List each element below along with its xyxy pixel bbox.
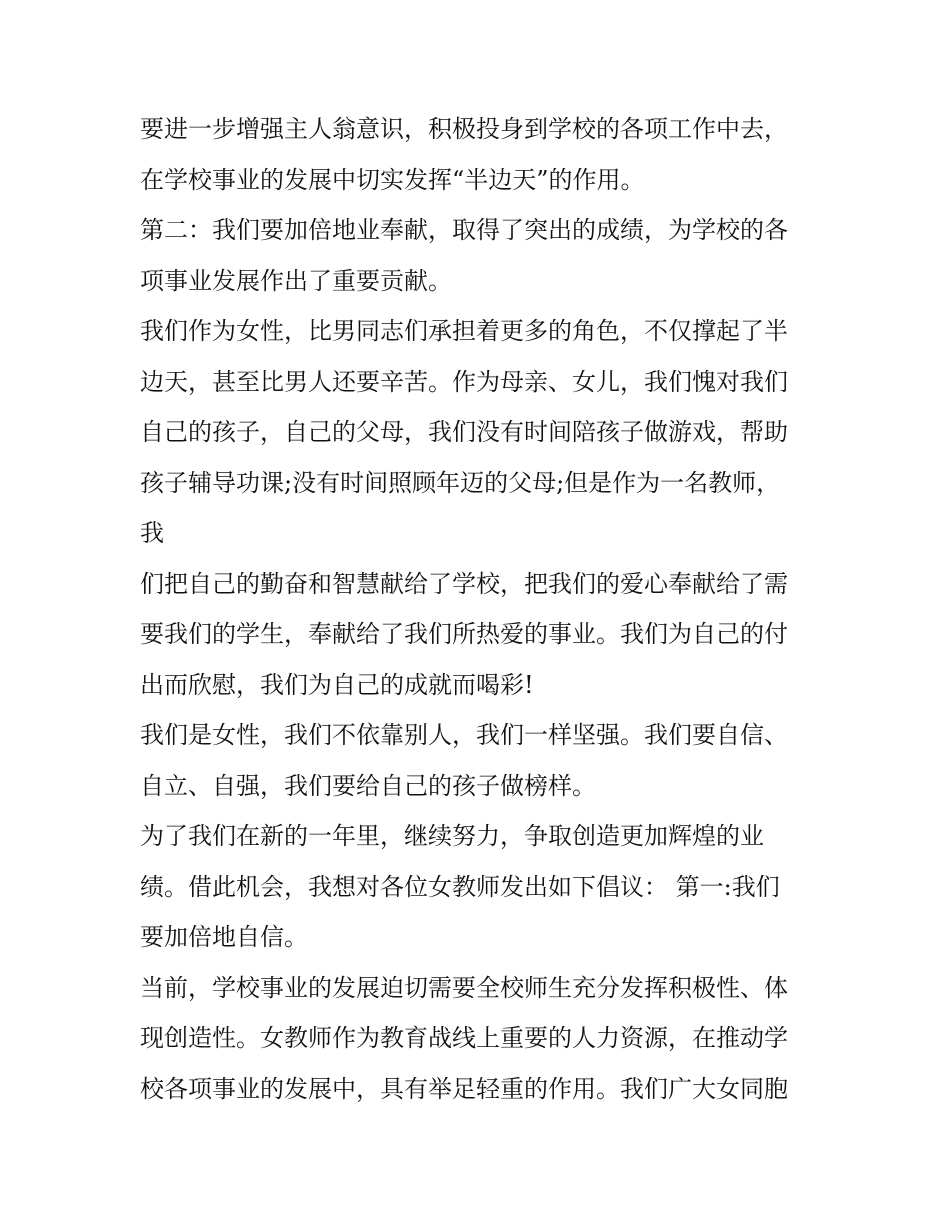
document-body xyxy=(140,104,820,1114)
text-line: 绩。借此机会，我想对各位女教师发出如下倡议： 第一:我们 xyxy=(140,872,780,901)
text-line: 自己的孩子，自己的父母，我们没有时间陪孩子做游戏，帮助 xyxy=(140,418,788,446)
text-line: 当前，学校事业的发展迫切需要全校师生充分发挥积极性、体 xyxy=(140,973,788,1002)
text-line: 要进一步增强主人翁意识，积极投身到学校的各项工作中去， xyxy=(140,115,788,143)
text-line: 自立、自强，我们要给自己的孩子做榜样。 xyxy=(140,771,596,800)
text-line: 第二：我们要加倍地业奉献，取得了突出的成绩，为学校的各 xyxy=(140,216,788,244)
text-line: 要我们的学生，奉献给了我们所热爱的事业。我们为自己的付 xyxy=(140,620,788,648)
text-line: 为了我们在新的一年里，继续努力，争取创造更加辉煌的业 xyxy=(140,822,764,850)
text-line: 在学校事业的发展中切实发挥“半边天”的作用。 xyxy=(140,165,645,194)
text-line: 出而欣慰，我们为自己的成就而喝彩! xyxy=(140,670,534,699)
text-line: 我们是女性，我们不依靠别人，我们一样坚强。我们要自信、 xyxy=(140,721,788,749)
text-line: 项事业发展作出了重要贡献。 xyxy=(140,266,452,295)
text-line: 校各项事业的发展中，具有举足轻重的作用。我们广大女同胞 xyxy=(140,1074,788,1103)
text-line: 孩子辅导功课;没有时间照顾年迈的父母;但是作为一名教师， xyxy=(140,468,781,497)
text-line: 我们作为女性，比男同志们承担着更多的角色，不仅撑起了半 xyxy=(140,317,788,345)
text-line: 要加倍地自信。 xyxy=(140,923,308,951)
text-line: 们把自己的勤奋和智慧献给了学校，把我们的爱心奉献给了需 xyxy=(140,569,788,598)
text-line: 边天，甚至比男人还要辛苦。作为母亲、女儿，我们愧对我们 xyxy=(140,367,788,396)
text-line: 现创造性。女教师作为教育战线上重要的人力资源，在推动学 xyxy=(140,1024,788,1052)
text-line: 我 xyxy=(140,519,164,547)
